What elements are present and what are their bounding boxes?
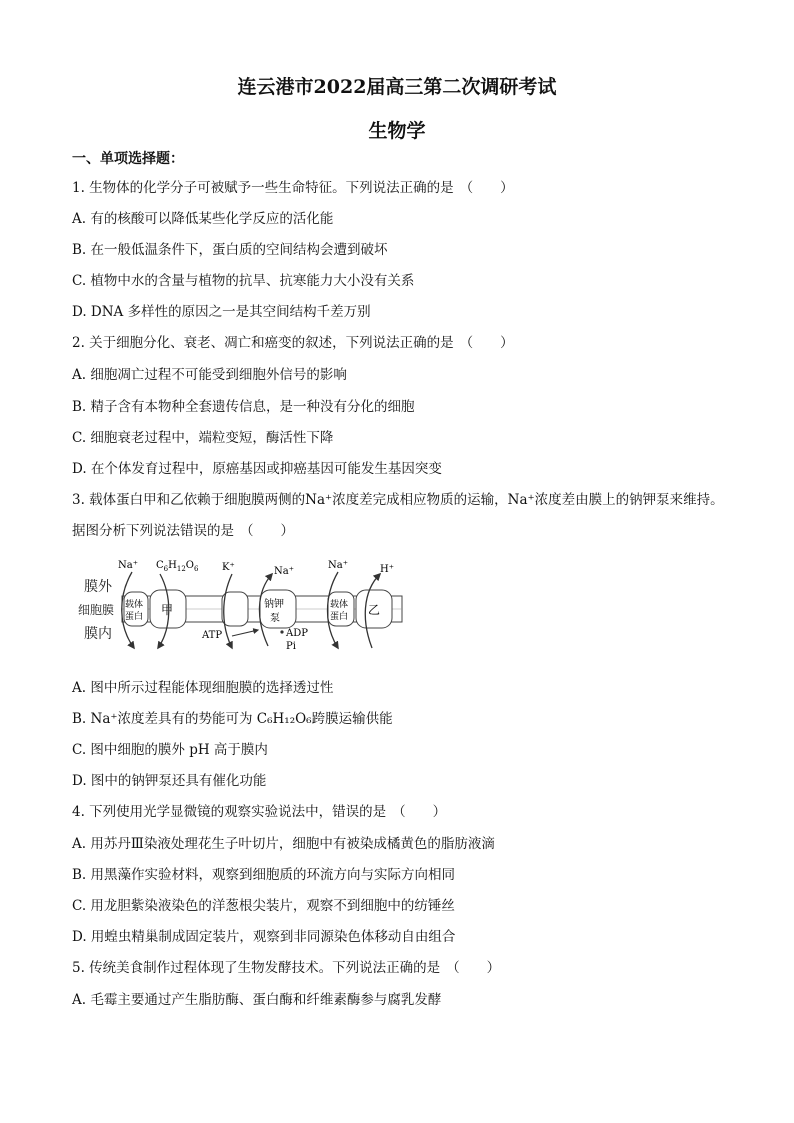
q3-option-c: C. 图中细胞的膜外 pH 高于膜内 [72, 742, 268, 758]
carrier1-label-b: 蛋白 [125, 612, 144, 622]
q3-option-d: D. 图中的钠钾泵还具有催化功能 [72, 773, 267, 789]
q5-option-a: A. 毛霉主要通过产生脂肪酶、蛋白酶和纤维素酶参与腐乳发酵 [72, 992, 442, 1008]
label-pi: Pi [286, 641, 296, 652]
label-atp: ATP [202, 630, 223, 641]
q3-stem-line2: 据图分析下列说法错误的是 （ ） [72, 523, 294, 539]
q4-option-b: B. 用黑藻作实验材料，观察到细胞质的环流方向与实际方向相同 [72, 867, 456, 883]
q3-option-b: B. Na⁺浓度差具有的势能可为 C₆H₁₂O₆跨膜运输供能 [72, 711, 393, 727]
q1-option-d: D. DNA 多样性的原因之一是其空间结构千差万别 [72, 304, 371, 320]
label-jia: 甲 [161, 603, 174, 617]
label-inside: 膜内 [84, 626, 112, 642]
q1-option-c: C. 植物中水的含量与植物的抗旱、抗寒能力大小没有关系 [72, 273, 415, 289]
ion-h: H⁺ [380, 564, 394, 575]
subject-title: 生物学 [368, 120, 426, 142]
q1-option-b: B. 在一般低温条件下，蛋白质的空间结构会遭到破坏 [72, 242, 388, 258]
label-membrane: 细胞膜 [78, 603, 115, 617]
ion-na-1: Na⁺ [118, 560, 138, 571]
q3-stem-line1: 3. 载体蛋白甲和乙依赖于细胞膜两侧的Na⁺浓度差完成相应物质的运输，Na⁺浓度差由膜上的钠钾泵来维持。 [72, 492, 724, 508]
ion-na-3: Na⁺ [328, 560, 348, 571]
ion-k: K⁺ [222, 562, 235, 573]
q5-stem: 5. 传统美食制作过程体现了生物发酵技术。下列说法正确的是 （ ） [72, 960, 501, 976]
membrane-transport-diagram [72, 556, 412, 656]
pump-label-b: 泵 [270, 613, 280, 624]
q4-option-c: C. 用龙胆紫染液染色的洋葱根尖装片，观察不到细胞中的纺锤丝 [72, 898, 455, 914]
exam-title: 连云港市2022届高三第二次调研考试 [237, 76, 557, 98]
q2-option-c: C. 细胞衰老过程中，端粒变短，酶活性下降 [72, 430, 334, 446]
q3-option-a: A. 图中所示过程能体现细胞膜的选择透过性 [72, 680, 334, 696]
q2-option-a: A. 细胞凋亡过程不可能受到细胞外信号的影响 [72, 367, 347, 383]
q1-stem: 1. 生物体的化学分子可被赋予一些生命特征。下列说法正确的是 （ ） [72, 180, 514, 196]
q2-stem: 2. 关于细胞分化、衰老、凋亡和癌变的叙述，下列说法正确的是 （ ） [72, 335, 514, 351]
adp-dot [280, 630, 283, 633]
q4-option-a: A. 用苏丹Ⅲ染液处理花生子叶切片，细胞中有被染成橘黄色的脂肪液滴 [72, 836, 495, 852]
section-heading: 一、单项选择题： [72, 151, 184, 167]
channel-protein [222, 592, 248, 626]
carrier1-label-a: 载体 [125, 600, 144, 610]
glucose-formula: $C_6H_{12}O_6$ [156, 560, 199, 573]
arrow-atp [232, 630, 258, 636]
q4-option-d: D. 用蝗虫精巢制成固定装片，观察到非同源染色体移动自由组合 [72, 929, 456, 945]
q2-option-d: D. 在个体发育过程中，原癌基因或抑癌基因可能发生基因突变 [72, 461, 442, 477]
label-yi: 乙 [368, 603, 381, 617]
label-outside: 膜外 [84, 579, 112, 595]
carrier2-label-b: 蛋白 [330, 612, 349, 622]
q4-stem: 4. 下列使用光学显微镜的观察实验说法中，错误的是 （ ） [72, 804, 447, 820]
q2-option-b: B. 精子含有本物种全套遗传信息，是一种没有分化的细胞 [72, 399, 415, 415]
label-adp: ADP [286, 628, 308, 639]
q1-option-a: A. 有的核酸可以降低某些化学反应的活化能 [72, 211, 334, 227]
carrier2-label-a: 载体 [330, 600, 349, 610]
pump-label-a: 钠钾 [264, 599, 284, 610]
ion-na-2: Na⁺ [274, 566, 294, 577]
